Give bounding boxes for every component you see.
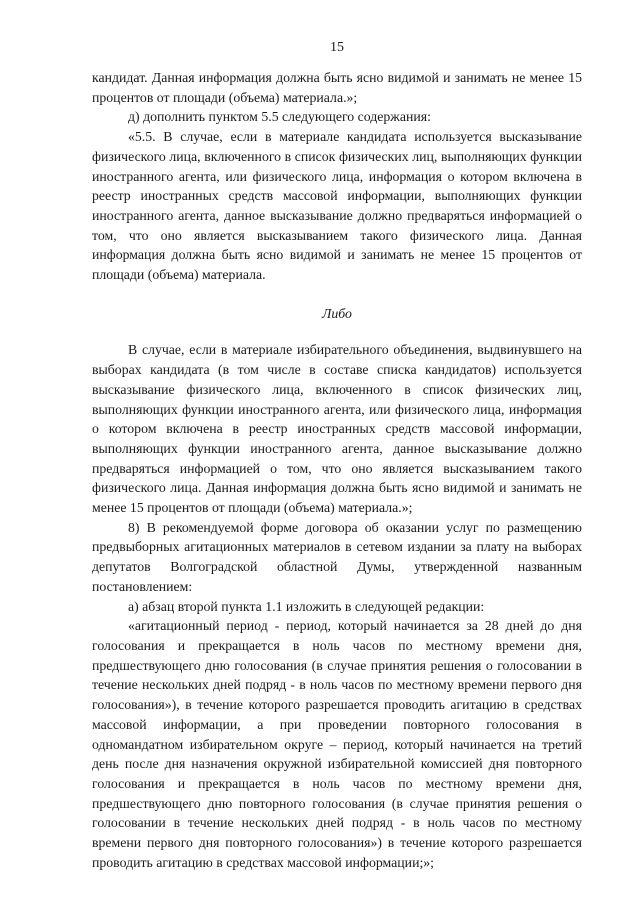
- paragraph-clause-5-5: «5.5. В случае, если в материале кандидата используется высказывание физического лица, включенного в список физических лиц, выполняющих функции иностранного агента, или физического лица, информация о котором включена в реестр иностранных средств массовой информации, выполняющих функции иностранного агента, данное высказывание должно предваряться информацией о том, что оно является высказыванием такого физического лица. Данная информация должна быть ясно видимой и занимать не менее 15 процентов от площади (объема) материала.: [92, 129, 582, 283]
- paragraph-item-a: а) абзац второй пункта 1.1 изложить в следующей редакции:: [128, 598, 485, 614]
- document-page: [92, 38, 582, 872]
- page-number: 15: [330, 40, 344, 55]
- alternative-heading: Либо: [322, 305, 352, 321]
- paragraph-alternative-text: В случае, если в материале избирательного объединения, выдвинувшего на выборах кандидата (в том числе в составе списка кандидатов) используется высказывание физического лица, включенного в список физических лиц, выполняющих функции иностранного агента, или физического лица, информация о котором включена в реестр иностранных средств массовой информации, выполняющих функции иностранного агента, данное высказывание должно предваряться информацией о том, что оно является высказыванием такого физического лица. Данная информация должна быть ясно видимой и занимать не менее 15 процентов от площади (объема) материала.»;: [92, 342, 582, 516]
- paragraph-continuation: кандидат. Данная информация должна быть ясно видимой и занимать не менее 15 процентов от площади (объема) материала.»;: [92, 70, 582, 105]
- paragraph-agitation-period: «агитационный период - период, который начинается за 28 дней до дня голосования и прекращается в ноль часов по местному времени дня, предшествующего дню голосования (в случае принятия решения о голосовании в течение нескольких дней подряд - в ноль часов по местному времени первого дня голосования»), в течение которого разрешается проводить агитацию в средствах массовой информации, а при проведении повторного голосования в одномандатном избирательном округе – период, который начинается на третий день после дня назначения окружной избирательной комиссией дня повторного голосования и прекращается в ноль часов по местному времени дня, предшествующего дню повторного голосования (в случае принятия решения о голосовании в течение нескольких дней подряд - в ноль часов по местному времени первого дня повторного голосования») в течение которого разрешается проводить агитацию в средствах массовой информации;»;: [92, 618, 582, 870]
- paragraph-item-8: 8) В рекомендуемой форме договора об оказании услуг по размещению предвыборных агитационных материалов в сетевом издании за плату на выборах депутатов Волгоградской областной Думы, утвержденной названным постановлением:: [92, 519, 582, 594]
- paragraph-item-d: д) дополнить пунктом 5.5 следующего содержания:: [128, 109, 431, 125]
